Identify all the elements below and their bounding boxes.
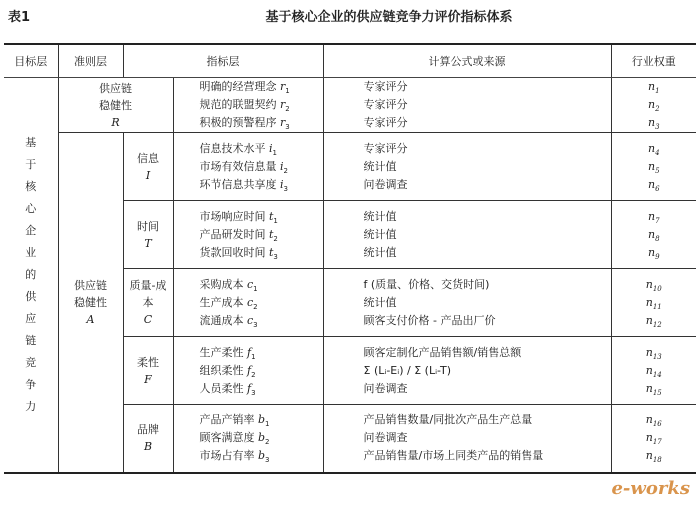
indicator-var: i bbox=[280, 159, 284, 173]
indicator-item bbox=[200, 96, 323, 114]
source-cell bbox=[323, 269, 611, 337]
indicator-item bbox=[200, 208, 323, 226]
header-weight: 行业权重 bbox=[611, 44, 696, 78]
weight-item bbox=[612, 380, 697, 398]
weight-item bbox=[612, 96, 697, 114]
weight-item bbox=[612, 447, 697, 465]
indicator-sub: 2 bbox=[285, 105, 290, 114]
weight-item bbox=[612, 208, 697, 226]
table-row bbox=[4, 78, 696, 133]
indicator-name: 规范的联盟契约 bbox=[199, 98, 277, 111]
weight-item bbox=[612, 362, 697, 380]
source-item: 问卷调查 bbox=[363, 381, 408, 395]
weight-var: n bbox=[645, 381, 653, 395]
category-cell bbox=[123, 269, 173, 337]
indicator-sub: 2 bbox=[283, 166, 288, 175]
weight-sub: 5 bbox=[655, 166, 660, 175]
weight-sub: 7 bbox=[655, 216, 660, 225]
weight-item bbox=[612, 176, 697, 194]
indicator-var: c bbox=[247, 313, 254, 327]
weight-var: n bbox=[645, 277, 653, 291]
indicator-item bbox=[200, 312, 323, 330]
category-cell bbox=[123, 405, 173, 473]
category-name: 柔性 bbox=[137, 355, 159, 369]
goal-cell bbox=[4, 78, 58, 473]
indicator-sub: 1 bbox=[285, 87, 290, 96]
watermark-logo: e-works bbox=[611, 478, 690, 499]
indicator-name: 货款回收时间 bbox=[199, 245, 266, 259]
weight-sub: 8 bbox=[655, 234, 660, 243]
weight-sub: 14 bbox=[652, 370, 662, 379]
indicator-item bbox=[200, 362, 323, 380]
source-item: 专家评分 bbox=[363, 98, 408, 111]
indicator-sub: 3 bbox=[251, 388, 256, 397]
source-item: 统计值 bbox=[363, 295, 397, 309]
source-item: 专家评分 bbox=[363, 80, 408, 93]
source-item: 统计值 bbox=[363, 227, 397, 241]
weight-sub: 9 bbox=[655, 252, 660, 261]
weight-var: n bbox=[645, 313, 653, 327]
indicator-name: 产品研发时间 bbox=[199, 227, 266, 241]
indicator-item bbox=[200, 276, 323, 294]
indicator-name: 明确的经营理念 bbox=[199, 80, 277, 93]
source-item: 统计值 bbox=[363, 245, 397, 259]
table-title: 基于核心企业的供应链竞争力评价指标体系 bbox=[265, 10, 513, 25]
weight-var: n bbox=[647, 80, 656, 93]
source-cell bbox=[323, 337, 611, 405]
indicator-name: 产品产销率 bbox=[199, 413, 255, 427]
indicator-var: i bbox=[269, 141, 273, 155]
source-item: f (质量、价格、交货时间) bbox=[363, 277, 490, 291]
category-cell bbox=[123, 133, 173, 201]
weight-item bbox=[612, 158, 697, 176]
header-row bbox=[4, 44, 696, 78]
weight-item bbox=[612, 114, 697, 132]
weight-cell bbox=[611, 337, 696, 405]
weight-var: n bbox=[645, 413, 653, 427]
indicator-sub: 3 bbox=[273, 252, 278, 261]
indicator-var: c bbox=[247, 277, 254, 291]
indicator-sub: 3 bbox=[265, 456, 270, 465]
indicator-item bbox=[200, 429, 323, 447]
criteria-line: 供应链 bbox=[74, 278, 107, 292]
weight-item bbox=[612, 344, 697, 362]
indicator-item bbox=[200, 411, 323, 429]
indicator-cell bbox=[173, 133, 323, 201]
category-cell bbox=[123, 201, 173, 269]
indicator-sub: 2 bbox=[251, 370, 256, 379]
indicator-item bbox=[200, 344, 323, 362]
weight-item bbox=[612, 78, 697, 96]
weight-var: n bbox=[647, 141, 656, 155]
category-cell bbox=[123, 337, 173, 405]
indicator-name: 人员柔性 bbox=[199, 381, 244, 395]
indicator-var: b bbox=[258, 449, 266, 463]
indicator-sub: 3 bbox=[253, 320, 258, 329]
header-indicator: 指标层 bbox=[123, 44, 323, 78]
indicator-var: r bbox=[280, 98, 286, 111]
weight-sub: 15 bbox=[652, 388, 662, 397]
indicator-sub: 1 bbox=[251, 352, 256, 361]
weight-item bbox=[612, 294, 697, 312]
weight-cell bbox=[611, 133, 696, 201]
weight-var: n bbox=[647, 98, 656, 111]
criteria-R bbox=[58, 78, 173, 133]
source-item: 统计值 bbox=[363, 159, 397, 173]
indicator-sub: 3 bbox=[285, 123, 290, 132]
criteria-symbol: A bbox=[86, 312, 95, 326]
weight-item bbox=[612, 226, 697, 244]
indicator-table bbox=[4, 43, 696, 474]
source-item: 产品销售数量/同批次产品生产总量 bbox=[363, 413, 533, 427]
indicator-sub: 1 bbox=[253, 284, 258, 293]
weight-sub: 13 bbox=[652, 352, 662, 361]
indicator-cell bbox=[173, 337, 323, 405]
indicator-item bbox=[200, 244, 323, 262]
indicator-item bbox=[200, 380, 323, 398]
table-label: 表1 bbox=[8, 10, 31, 25]
indicator-var: b bbox=[258, 431, 266, 445]
weight-sub: 6 bbox=[655, 184, 660, 193]
weight-var: n bbox=[645, 345, 653, 359]
criteria-line: 稳健性 bbox=[99, 98, 132, 112]
indicator-cell bbox=[173, 78, 323, 133]
header-goal: 目标层 bbox=[4, 44, 58, 78]
indicator-name: 流通成本 bbox=[199, 313, 244, 327]
indicator-item bbox=[200, 294, 323, 312]
indicator-var: r bbox=[280, 80, 286, 93]
criteria-line: 稳健性 bbox=[74, 295, 107, 309]
source-item: 统计值 bbox=[363, 209, 397, 223]
weight-sub: 4 bbox=[655, 148, 660, 157]
indicator-item bbox=[200, 158, 323, 176]
header-source: 计算公式或来源 bbox=[323, 44, 611, 78]
indicator-var: t bbox=[269, 227, 274, 241]
indicator-item bbox=[200, 226, 323, 244]
weight-sub: 16 bbox=[652, 420, 662, 429]
category-symbol: F bbox=[144, 372, 152, 386]
indicator-sub: 1 bbox=[273, 216, 278, 225]
source-item: 专家评分 bbox=[363, 141, 408, 155]
indicator-var: f bbox=[247, 381, 252, 395]
indicator-name: 市场占有率 bbox=[199, 449, 255, 463]
category-symbol: C bbox=[143, 313, 153, 326]
weight-sub: 11 bbox=[652, 302, 662, 311]
category-symbol: T bbox=[144, 236, 152, 250]
source-item: Σ (Lᵢ-Eᵢ) / Σ (Lᵢ-T) bbox=[363, 363, 452, 377]
weight-cell bbox=[611, 78, 696, 133]
weight-item bbox=[612, 429, 697, 447]
indicator-sub: 1 bbox=[265, 420, 270, 429]
indicator-var: f bbox=[247, 363, 252, 377]
indicator-var: t bbox=[269, 245, 274, 259]
category-name: 品牌 bbox=[137, 423, 159, 437]
indicator-name: 顾客满意度 bbox=[199, 431, 255, 445]
indicator-item bbox=[200, 447, 323, 465]
indicator-name: 组织柔性 bbox=[199, 363, 244, 377]
source-cell bbox=[323, 201, 611, 269]
weight-sub: 12 bbox=[652, 320, 662, 329]
source-item: 顾客支付价格 - 产品出厂价 bbox=[363, 313, 496, 327]
indicator-name: 市场响应时间 bbox=[199, 209, 266, 223]
indicator-cell bbox=[173, 201, 323, 269]
goal-text: 基于核心企业的供应链竞争力 bbox=[25, 135, 37, 413]
weight-var: n bbox=[647, 116, 656, 129]
category-name: 信息 bbox=[137, 151, 159, 165]
indicator-var: b bbox=[258, 413, 266, 427]
source-cell bbox=[323, 405, 611, 473]
indicator-var: c bbox=[247, 295, 254, 309]
weight-sub: 3 bbox=[655, 123, 660, 132]
weight-var: n bbox=[645, 449, 653, 463]
header-criteria: 准则层 bbox=[58, 44, 123, 78]
weight-sub: 18 bbox=[652, 456, 662, 465]
indicator-name: 市场有效信息量 bbox=[199, 159, 277, 173]
source-item: 产品销售量/市场上同类产品的销售量 bbox=[363, 449, 544, 463]
source-item: 问卷调查 bbox=[363, 431, 408, 445]
category-symbol: I bbox=[145, 168, 151, 182]
source-item: 专家评分 bbox=[363, 116, 408, 129]
source-item: 顾客定制化产品销售额/销售总额 bbox=[363, 345, 522, 359]
weight-var: n bbox=[645, 363, 653, 377]
category-name: 时间 bbox=[137, 219, 159, 233]
weight-var: n bbox=[647, 209, 656, 223]
weight-sub: 17 bbox=[652, 438, 662, 447]
weight-cell bbox=[611, 405, 696, 473]
indicator-item bbox=[200, 176, 323, 194]
indicator-item bbox=[200, 78, 323, 96]
weight-sub: 2 bbox=[655, 105, 660, 114]
category-symbol: B bbox=[143, 440, 153, 454]
indicator-item bbox=[200, 140, 323, 158]
indicator-cell bbox=[173, 269, 323, 337]
indicator-sub: 2 bbox=[253, 302, 258, 311]
indicator-var: f bbox=[247, 345, 252, 359]
weight-cell bbox=[611, 201, 696, 269]
criteria-A bbox=[58, 133, 123, 473]
weight-var: n bbox=[647, 159, 656, 173]
criteria-symbol: R bbox=[111, 115, 120, 129]
weight-item bbox=[612, 140, 697, 158]
weight-item bbox=[612, 312, 697, 330]
weight-var: n bbox=[645, 295, 653, 309]
weight-var: n bbox=[647, 177, 656, 191]
source-cell bbox=[323, 78, 611, 133]
indicator-name: 生产柔性 bbox=[199, 345, 244, 359]
source-item: 问卷调查 bbox=[363, 177, 408, 191]
indicator-sub: 2 bbox=[273, 234, 278, 243]
indicator-var: i bbox=[280, 177, 284, 191]
weight-var: n bbox=[647, 245, 656, 259]
indicator-var: r bbox=[280, 116, 286, 129]
source-cell bbox=[323, 133, 611, 201]
indicator-item bbox=[200, 114, 323, 132]
weight-sub: 10 bbox=[652, 284, 662, 293]
indicator-name: 采购成本 bbox=[199, 277, 244, 291]
indicator-sub: 2 bbox=[265, 438, 270, 447]
indicator-name: 生产成本 bbox=[199, 295, 244, 309]
category-name: 质量-成本 bbox=[129, 279, 167, 309]
indicator-name: 信息技术水平 bbox=[199, 141, 266, 155]
indicator-cell bbox=[173, 405, 323, 473]
indicator-sub: 3 bbox=[283, 184, 288, 193]
weight-cell bbox=[611, 269, 696, 337]
weight-var: n bbox=[647, 227, 656, 241]
weight-item bbox=[612, 276, 697, 294]
table-row bbox=[4, 133, 696, 201]
weight-item bbox=[612, 411, 697, 429]
indicator-sub: 1 bbox=[272, 148, 277, 157]
indicator-var: t bbox=[269, 209, 274, 223]
weight-item bbox=[612, 244, 697, 262]
indicator-name: 环节信息共享度 bbox=[199, 177, 277, 191]
criteria-line: 供应链 bbox=[99, 81, 132, 95]
weight-var: n bbox=[645, 431, 653, 445]
indicator-name: 积极的预警程序 bbox=[199, 116, 277, 129]
weight-sub: 1 bbox=[655, 87, 660, 96]
